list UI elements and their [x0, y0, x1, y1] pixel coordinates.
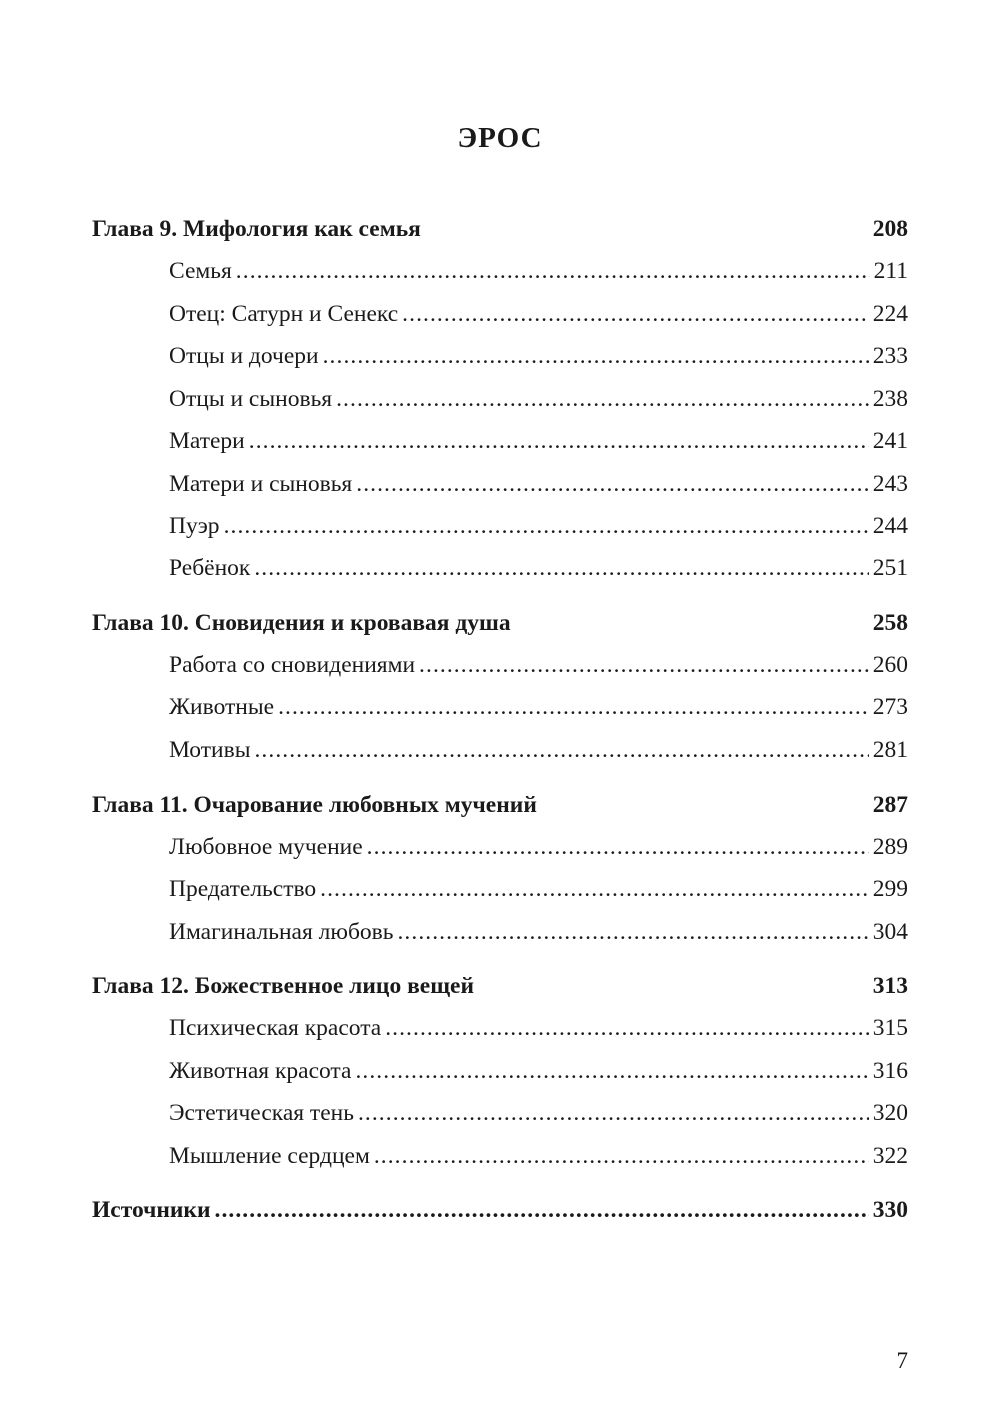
section-title: ЭРОС [457, 122, 543, 154]
dot-leader [215, 1195, 869, 1225]
dot-leader [374, 1141, 869, 1171]
toc-item[interactable] [169, 256, 908, 286]
dot-leader [419, 650, 869, 680]
toc-item-label: Работа со сновидениями [169, 652, 416, 678]
toc-item-label: Матери и сыновья [169, 471, 353, 497]
toc-item-page: 260 [872, 652, 908, 678]
dot-leader [367, 832, 869, 862]
toc-item-page: 238 [872, 386, 908, 412]
toc-item[interactable] [169, 1141, 908, 1171]
toc-item-page: 289 [872, 834, 908, 860]
toc-item[interactable] [169, 650, 908, 680]
toc-item-page: 243 [872, 471, 908, 497]
toc-item-page: 251 [872, 555, 908, 581]
toc-sources[interactable] [92, 1195, 908, 1225]
toc-item-label: Пуэр [169, 513, 220, 539]
dot-leader [254, 553, 868, 583]
toc-item-label: Любовное мучение [169, 834, 363, 860]
dot-leader [236, 256, 870, 286]
toc-item-page: 273 [872, 694, 908, 720]
toc-item-label: Отцы и сыновья [169, 386, 333, 412]
chapter-page: 208 [872, 216, 908, 242]
toc-item-label: Психическая красота [169, 1015, 382, 1041]
toc-item-page: 281 [872, 737, 908, 763]
dot-leader [323, 341, 869, 371]
dot-leader [397, 917, 868, 947]
toc-item-page: 304 [872, 919, 908, 945]
toc-item[interactable] [169, 341, 908, 371]
toc-item-page: 224 [872, 301, 908, 327]
toc-item-page: 233 [872, 343, 908, 369]
toc-item-page: 241 [872, 428, 908, 454]
toc-chapter-9[interactable] [92, 214, 908, 244]
toc-item-label: Эстетическая тень [169, 1100, 354, 1126]
dot-leader [320, 874, 869, 904]
chapter-page: 287 [872, 792, 908, 818]
toc-item[interactable] [169, 692, 908, 722]
toc-item[interactable] [169, 735, 908, 765]
toc-item-label: Предательство [169, 876, 317, 902]
toc-item-label: Матери [169, 428, 245, 454]
toc-item-page: 315 [872, 1015, 908, 1041]
sources-page: 330 [872, 1197, 908, 1223]
toc-item[interactable] [169, 511, 908, 541]
dot-leader [254, 735, 868, 765]
toc-item-label: Отец: Сатурн и Сенекс [169, 301, 399, 327]
toc-item-label: Ребёнок [169, 555, 251, 581]
toc-item-label: Семья [169, 258, 232, 284]
chapter-page: 258 [872, 610, 908, 636]
page-number: 7 [896, 1348, 908, 1373]
toc-item[interactable] [169, 874, 908, 904]
toc-item-label: Животная красота [169, 1058, 352, 1084]
toc-item[interactable] [169, 299, 908, 329]
toc-item[interactable] [169, 426, 908, 456]
toc-item-page: 299 [872, 876, 908, 902]
toc-item-label: Животные [169, 694, 275, 720]
dot-leader [224, 511, 869, 541]
chapter-title: Глава 10. Сновидения и кровавая душа [92, 610, 511, 636]
toc-item-label: Отцы и дочери [169, 343, 319, 369]
dot-leader [385, 1013, 869, 1043]
toc-item[interactable] [169, 1098, 908, 1128]
toc-item-page: 320 [872, 1100, 908, 1126]
chapter-title: Глава 11. Очарование любовных мучений [92, 792, 537, 818]
toc-item[interactable] [169, 832, 908, 862]
chapter-title: Глава 9. Мифология как семья [92, 216, 421, 242]
dot-leader [356, 469, 869, 499]
toc-item-page: 316 [872, 1058, 908, 1084]
toc-item-label: Мотивы [169, 737, 251, 763]
toc-chapter-10[interactable] [92, 608, 908, 638]
dot-leader [336, 384, 869, 414]
dot-leader [355, 1056, 868, 1086]
toc-item[interactable] [169, 1056, 908, 1086]
dot-leader [358, 1098, 869, 1128]
toc-item-page: 322 [872, 1143, 908, 1169]
dot-leader [249, 426, 869, 456]
toc-item[interactable] [169, 1013, 908, 1043]
toc-chapter-12[interactable] [92, 971, 908, 1001]
chapter-page: 313 [872, 973, 908, 999]
toc-item[interactable] [169, 469, 908, 499]
toc-item[interactable] [169, 553, 908, 583]
chapter-title: Глава 12. Божественное лицо вещей [92, 973, 475, 999]
toc-item-label: Имагинальная любовь [169, 919, 394, 945]
toc-item-page: 211 [873, 258, 908, 284]
dot-leader [278, 692, 869, 722]
toc-item[interactable] [169, 917, 908, 947]
toc-item-page: 244 [872, 513, 908, 539]
sources-label: Источники [92, 1197, 211, 1223]
toc-chapter-11[interactable] [92, 790, 908, 820]
toc-item[interactable] [169, 384, 908, 414]
toc-item-label: Мышление сердцем [169, 1143, 370, 1169]
dot-leader [402, 299, 869, 329]
